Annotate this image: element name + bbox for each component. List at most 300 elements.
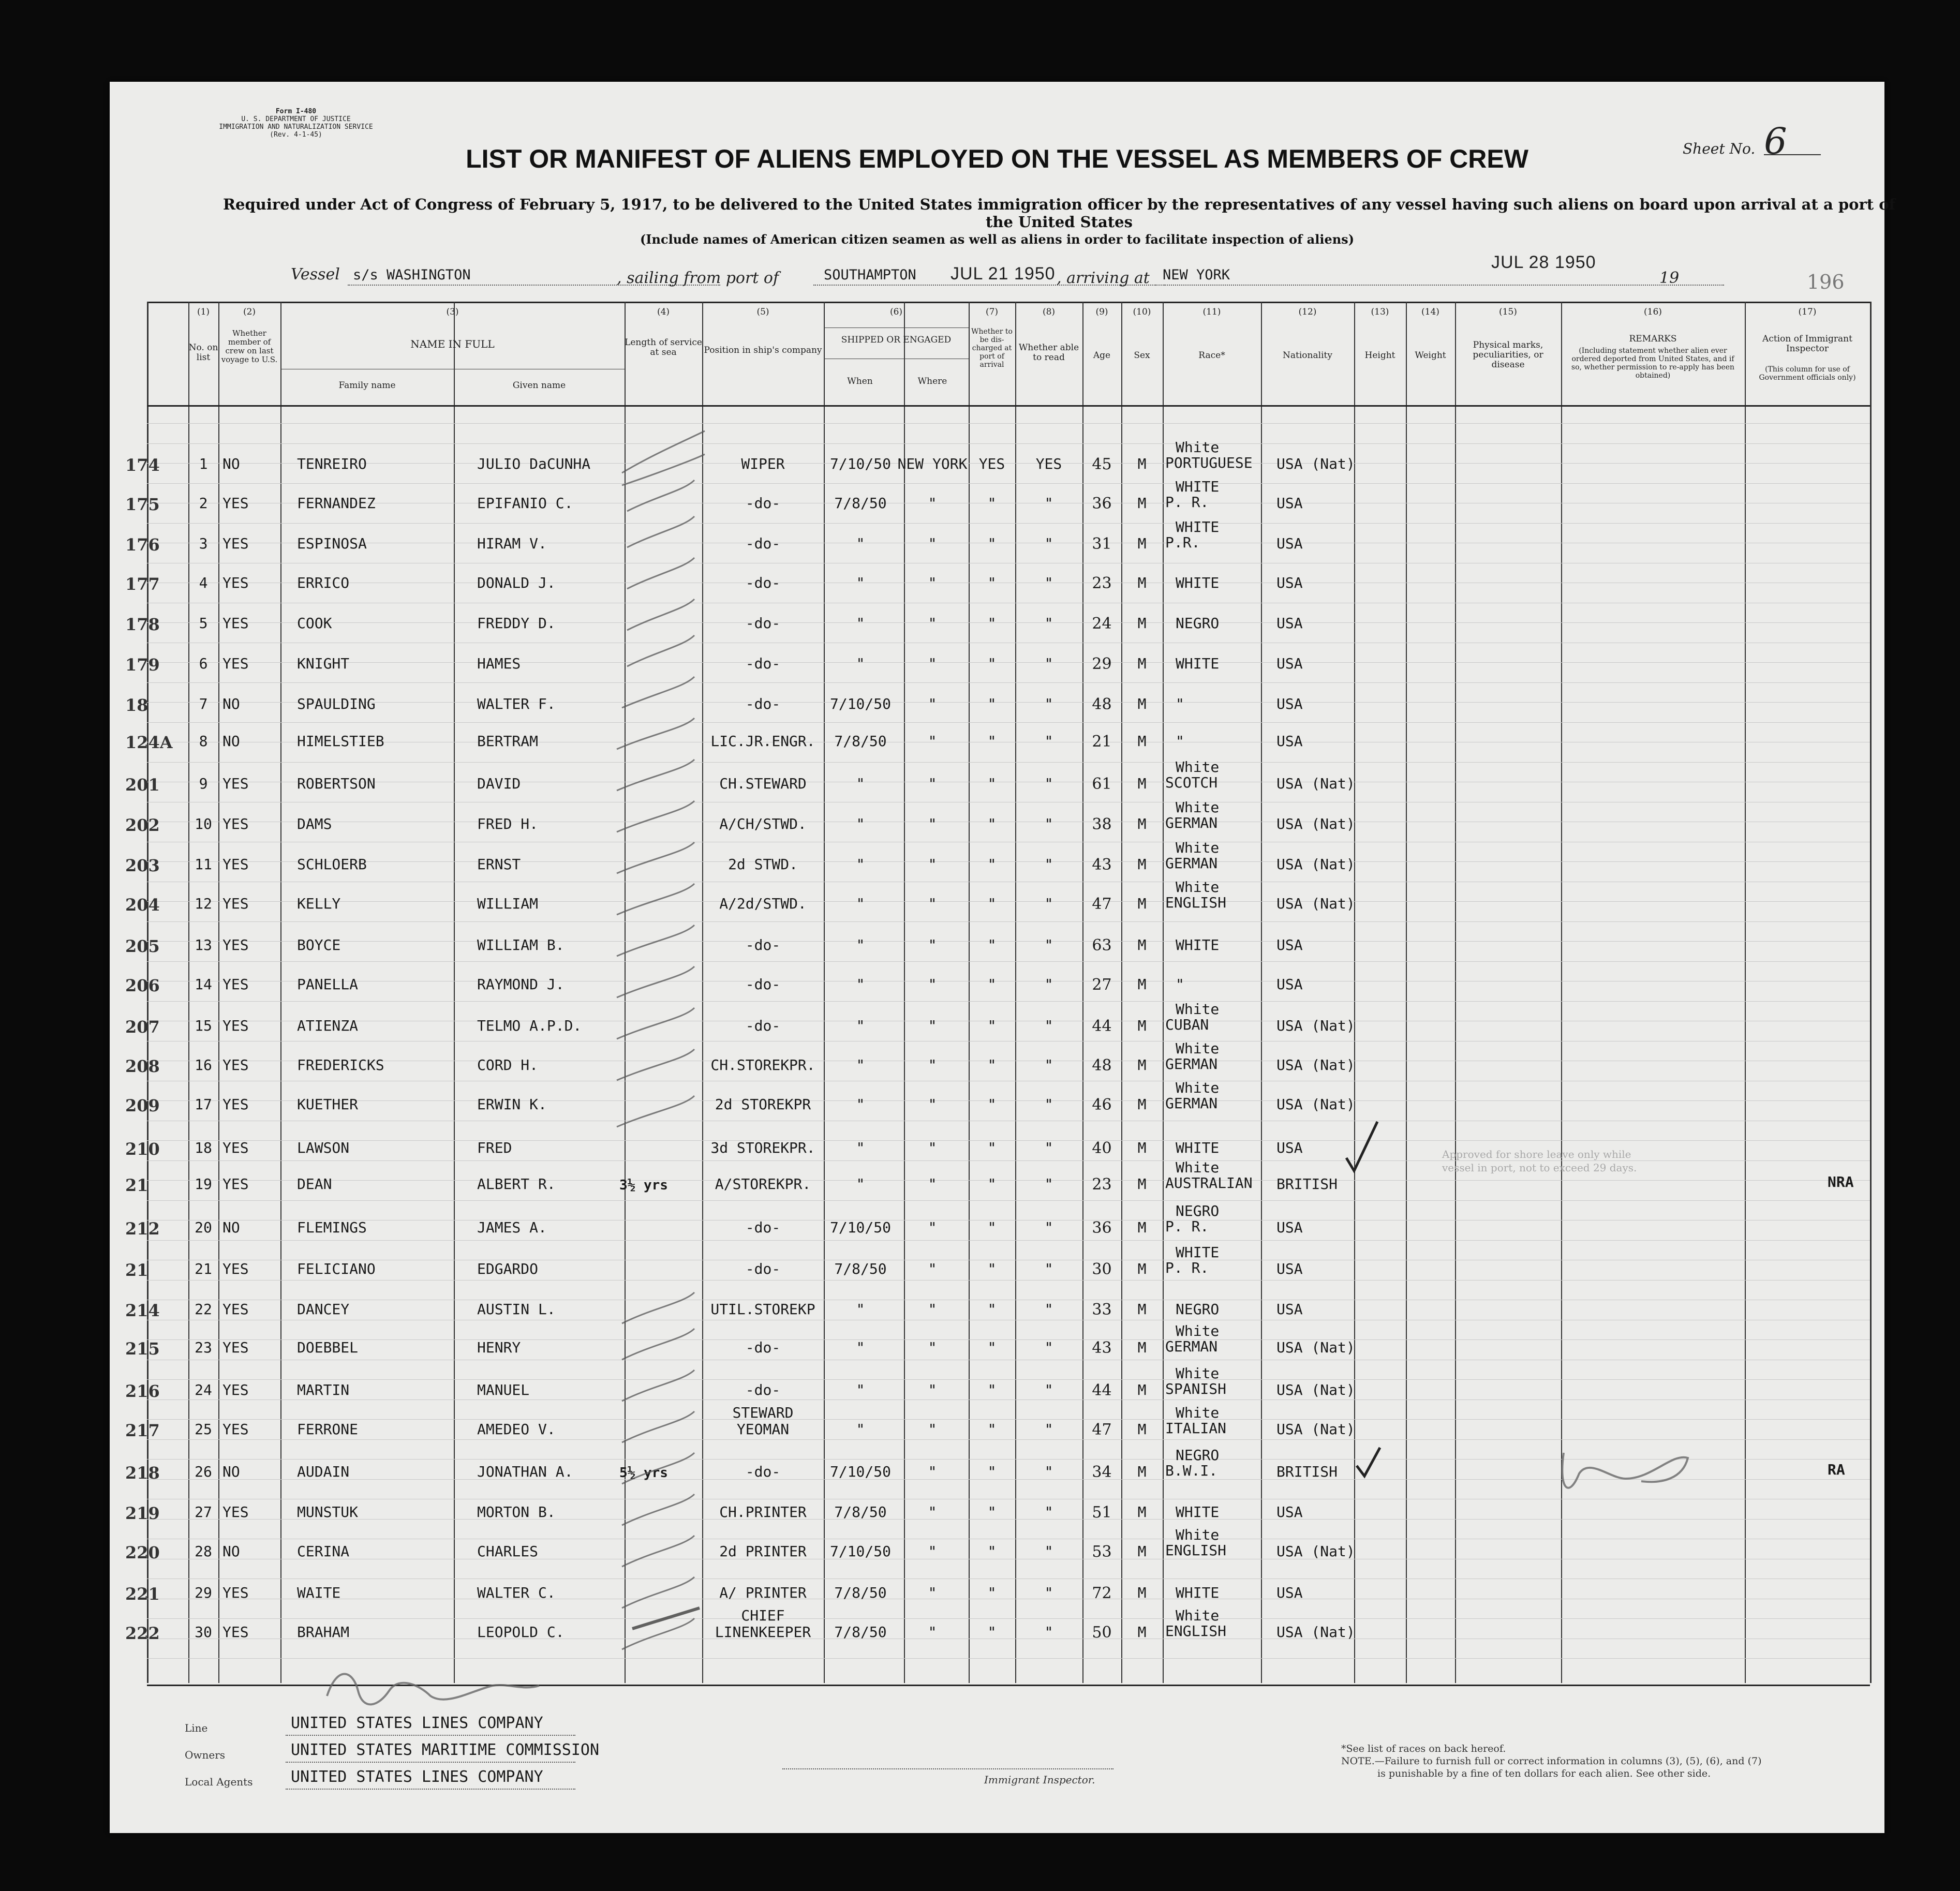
- row-ref-number: 216: [125, 1381, 160, 1401]
- row-when: ": [856, 1339, 865, 1356]
- row-race: ": [1176, 695, 1184, 712]
- header-action: Action of Immigrant Inspector: [1762, 334, 1852, 354]
- row-family-name: KELLY: [297, 895, 341, 912]
- row-race: WHITE: [1176, 574, 1220, 591]
- row-race-line2: GERMAN: [1165, 1338, 1218, 1355]
- row-when: ": [856, 1175, 865, 1193]
- row-member: YES: [222, 495, 249, 512]
- column-number: (11): [1202, 307, 1221, 317]
- row-family-name: KNIGHT: [297, 655, 350, 672]
- row-member: YES: [222, 1260, 249, 1277]
- row-given-name: ALBERT R.: [477, 1175, 556, 1193]
- footer-note: [1341, 1743, 1859, 1780]
- row-ref-number: 212: [125, 1219, 160, 1239]
- row-age: 48: [1092, 695, 1112, 713]
- row-race: WHITE: [1176, 936, 1220, 954]
- row-race-line1: White: [1176, 799, 1220, 816]
- row-race: WHITE: [1176, 1503, 1220, 1521]
- row-position-line: CHIEF: [741, 1607, 785, 1624]
- row-given-name: HIRAM V.: [477, 535, 547, 552]
- header-name-in-full: NAME IN FULL: [410, 338, 495, 350]
- row-race: NEGRO: [1176, 615, 1220, 632]
- row-discharged: ": [987, 695, 997, 712]
- row-when: 7/8/50: [834, 495, 887, 512]
- row-sex: M: [1137, 1503, 1147, 1521]
- row-race-line1: NEGRO: [1176, 1447, 1220, 1464]
- row-position: -do-: [745, 936, 781, 954]
- row-able-to-read: ": [1044, 1584, 1053, 1601]
- row-age: 72: [1092, 1584, 1112, 1602]
- header-remarks: REMARKS: [1629, 334, 1677, 344]
- note-fine: is punishable by a fine of ten dollars for each alien. See other side.: [1377, 1768, 1711, 1779]
- row-family-name: DAMS: [297, 815, 332, 832]
- column-number: (15): [1499, 307, 1517, 317]
- row-family-name: FLEMINGS: [297, 1219, 367, 1236]
- row-when: 7/10/50: [829, 1219, 891, 1236]
- row-when: 7/8/50: [834, 1503, 887, 1521]
- row-able-to-read: ": [1044, 775, 1053, 792]
- row-given-name: AUSTIN L.: [477, 1301, 556, 1318]
- row-family-name: SCHLOERB: [297, 856, 367, 873]
- row-given-name: ERNST: [477, 856, 521, 873]
- row-position: 2d PRINTER: [719, 1543, 807, 1560]
- row-when: 7/8/50: [834, 733, 887, 750]
- row-race: WHITE: [1176, 1139, 1220, 1156]
- row-position: CH.STEWARD: [719, 775, 807, 792]
- row-number: 30: [195, 1624, 212, 1641]
- row-family-name: FERNANDEZ: [297, 495, 376, 512]
- row-ref-number: 21: [125, 1260, 149, 1280]
- row-when: ": [856, 655, 865, 672]
- form-line: IMMIGRATION AND NATURALIZATION SERVICE: [219, 123, 373, 131]
- row-family-name: FERRONE: [297, 1421, 359, 1438]
- column-number: (1): [197, 307, 210, 317]
- row-number: 23: [195, 1339, 212, 1356]
- column-number: (13): [1371, 307, 1389, 317]
- row-where: NEW YORK: [897, 455, 968, 472]
- row-age: 23: [1092, 1175, 1112, 1194]
- row-nationality: USA (Nat): [1276, 1339, 1355, 1356]
- row-where: ": [928, 655, 937, 672]
- row-given-name: ERWIN K.: [477, 1096, 547, 1113]
- row-ref-number: 201: [125, 775, 160, 795]
- row-nationality: USA: [1276, 535, 1303, 552]
- row-given-name: JONATHAN A.: [477, 1463, 573, 1480]
- row-when: ": [856, 775, 865, 792]
- row-age: 31: [1092, 535, 1112, 553]
- row-position: A/2d/STWD.: [719, 895, 807, 912]
- row-member: YES: [222, 815, 249, 832]
- row-position: -do-: [745, 1017, 781, 1034]
- row-race: WHITE: [1176, 1584, 1220, 1601]
- header-when: When: [847, 376, 873, 386]
- column-number: (2): [243, 307, 256, 317]
- row-family-name: WAITE: [297, 1584, 341, 1601]
- row-age: 34: [1092, 1463, 1112, 1481]
- row-discharged: ": [987, 775, 997, 792]
- row-position: -do-: [745, 976, 781, 993]
- row-given-name: JULIO DaCUNHA: [477, 455, 591, 472]
- row-ref-number: 214: [125, 1301, 160, 1320]
- row-position: -do-: [745, 1381, 781, 1398]
- row-given-name: BERTRAM: [477, 733, 539, 750]
- row-discharged: ": [987, 1056, 997, 1074]
- row-family-name: MUNSTUK: [297, 1503, 359, 1521]
- row-when: ": [856, 1017, 865, 1034]
- row-sex: M: [1137, 1219, 1147, 1236]
- row-ref-number: 207: [125, 1017, 160, 1037]
- row-family-name: ERRICO: [297, 574, 350, 591]
- row-given-name: CORD H.: [477, 1056, 539, 1074]
- row-race-line1: White: [1176, 1607, 1220, 1624]
- row-discharged: YES: [978, 455, 1005, 472]
- row-position-line: LINENKEEPER: [715, 1624, 811, 1641]
- row-member: YES: [222, 1339, 249, 1356]
- row-sex: M: [1137, 856, 1147, 873]
- row-when: ": [856, 1381, 865, 1398]
- row-given-name: FRED: [477, 1139, 512, 1156]
- row-race: NEGRO: [1176, 1301, 1220, 1318]
- row-when: ": [856, 535, 865, 552]
- row-position: A/ PRINTER: [719, 1584, 807, 1601]
- row-ref-number: 206: [125, 976, 160, 995]
- row-action: RA: [1828, 1461, 1845, 1478]
- row-family-name: ESPINOSA: [297, 535, 367, 552]
- arrival-date: JUL 28 1950: [1491, 252, 1596, 272]
- row-when: 7/10/50: [829, 455, 891, 472]
- row-race-line2: SCOTCH: [1165, 774, 1218, 791]
- row-race-line1: White: [1176, 1001, 1220, 1018]
- row-age: 36: [1092, 495, 1112, 513]
- row-nationality: USA (Nat): [1276, 455, 1355, 472]
- row-able-to-read: ": [1044, 1381, 1053, 1398]
- header-physical-marks: Physical marks, peculiarities, or disease: [1473, 340, 1543, 370]
- sheet-value: 6: [1764, 128, 1821, 155]
- header-action-sub: (This column for use of Government officials only): [1759, 365, 1856, 382]
- header-given-name: Given name: [512, 380, 566, 391]
- row-position: A/STOREKPR.: [715, 1175, 811, 1193]
- row-age: 24: [1092, 615, 1112, 633]
- column-number: (4): [657, 307, 670, 317]
- line-label: Line: [185, 1722, 208, 1734]
- row-position: A/CH/STWD.: [719, 815, 807, 832]
- row-discharged: ": [987, 1301, 997, 1318]
- row-family-name: AUDAIN: [297, 1463, 350, 1480]
- row-age: 40: [1092, 1139, 1112, 1157]
- row-given-name: WILLIAM B.: [477, 936, 565, 954]
- row-when: 7/8/50: [834, 1584, 887, 1601]
- column-number: (16): [1644, 307, 1662, 317]
- row-sex: M: [1137, 655, 1147, 672]
- row-member: YES: [222, 976, 249, 993]
- row-sex: M: [1137, 1175, 1147, 1193]
- row-ref-number: 205: [125, 936, 160, 956]
- header-discharged: Whether to be dis- charged at port of arrival: [971, 327, 1013, 369]
- row-number: 12: [195, 895, 212, 912]
- row-when: ": [856, 574, 865, 591]
- row-age: 43: [1092, 1339, 1112, 1357]
- row-race-line2: ENGLISH: [1165, 1542, 1227, 1559]
- row-race-line1: WHITE: [1176, 518, 1220, 535]
- page-subtitle: Required under Act of Congress of February 5, 1917, to be delivered to the United States immigration officer by the representatives of any vessel having such aliens on board upon arrival at a port of the United States: [222, 196, 1896, 231]
- sheet-label: Sheet No.: [1683, 140, 1756, 157]
- sailing-label: , sailing from port of: [617, 269, 779, 287]
- row-race-line2: ITALIAN: [1165, 1420, 1227, 1437]
- row-family-name: KUETHER: [297, 1096, 359, 1113]
- row-given-name: HENRY: [477, 1339, 521, 1356]
- row-able-to-read: ": [1044, 976, 1053, 993]
- row-family-name: DANCEY: [297, 1301, 350, 1318]
- row-race: ": [1176, 976, 1184, 993]
- row-position: WIPER: [741, 455, 785, 472]
- row-number: 27: [195, 1503, 212, 1521]
- row-ref-number: 18: [125, 695, 149, 715]
- row-age: 23: [1092, 574, 1112, 592]
- row-given-name: FREDDY D.: [477, 615, 556, 632]
- row-discharged: ": [987, 1381, 997, 1398]
- row-member: YES: [222, 1584, 249, 1601]
- row-able-to-read: ": [1044, 1503, 1053, 1521]
- row-age: 30: [1092, 1260, 1112, 1278]
- row-nationality: USA: [1276, 615, 1303, 632]
- row-nationality: USA: [1276, 695, 1303, 712]
- row-nationality: USA: [1276, 1139, 1303, 1156]
- row-ref-number: 203: [125, 856, 160, 875]
- year-label: 19: [1659, 269, 1680, 287]
- row-member: YES: [222, 1056, 249, 1074]
- row-able-to-read: ": [1044, 535, 1053, 552]
- row-number: 11: [195, 856, 212, 873]
- row-position: -do-: [745, 535, 781, 552]
- page-title: LIST OR MANIFEST OF ALIENS EMPLOYED ON THE VESSEL AS MEMBERS OF CREW: [466, 144, 1528, 173]
- row-nationality: USA (Nat): [1276, 1624, 1355, 1641]
- row-when: 7/10/50: [829, 1463, 891, 1480]
- row-age: 44: [1092, 1017, 1112, 1035]
- row-sex: M: [1137, 976, 1147, 993]
- row-member: NO: [222, 1219, 240, 1236]
- row-race-line2: GERMAN: [1165, 855, 1218, 872]
- row-when: ": [856, 815, 865, 832]
- row-ref-number: 21: [125, 1175, 149, 1195]
- row-age: 44: [1092, 1381, 1112, 1399]
- row-ref-number: 210: [125, 1139, 160, 1159]
- row-race-line2: P. R.: [1165, 1259, 1209, 1276]
- row-family-name: COOK: [297, 615, 332, 632]
- row-race-line1: White: [1176, 439, 1220, 456]
- row-ref-number: 175: [125, 495, 160, 514]
- row-number: 13: [195, 936, 212, 954]
- row-ref-number: 176: [125, 535, 160, 555]
- header-sex: Sex: [1134, 350, 1150, 361]
- column-number: (9): [1095, 307, 1108, 317]
- row-nationality: USA (Nat): [1276, 1381, 1355, 1398]
- header-race: Race*: [1198, 350, 1225, 361]
- row-nationality: USA: [1276, 1584, 1303, 1601]
- row-race-line1: White: [1176, 839, 1220, 856]
- row-nationality: USA (Nat): [1276, 1096, 1355, 1113]
- row-where: ": [928, 1339, 937, 1356]
- header-length-of-service: Length of service at sea: [625, 337, 702, 358]
- row-race-line2: CUBAN: [1165, 1016, 1209, 1033]
- row-number: 14: [195, 976, 212, 993]
- row-sex: M: [1137, 1543, 1147, 1560]
- row-able-to-read: YES: [1035, 455, 1062, 472]
- row-sex: M: [1137, 535, 1147, 552]
- row-sex: M: [1137, 1381, 1147, 1398]
- row-discharged: ": [987, 615, 997, 632]
- row-sex: M: [1137, 495, 1147, 512]
- inspector-label: Immigrant Inspector.: [984, 1774, 1095, 1786]
- row-discharged: ": [987, 733, 997, 750]
- row-when: ": [856, 1301, 865, 1318]
- row-nationality: USA (Nat): [1276, 1543, 1355, 1560]
- row-number: 4: [199, 574, 208, 591]
- row-nationality: USA (Nat): [1276, 856, 1355, 873]
- row-when: ": [856, 1139, 865, 1156]
- row-race-line2: P.R.: [1165, 534, 1200, 551]
- row-given-name: HAMES: [477, 655, 521, 672]
- row-able-to-read: ": [1044, 856, 1053, 873]
- row-ref-number: 202: [125, 815, 160, 835]
- row-nationality: USA: [1276, 574, 1303, 591]
- row-member: YES: [222, 535, 249, 552]
- header-able-to-read: Whether able to read: [1018, 343, 1079, 363]
- page-number: 196: [1807, 271, 1845, 293]
- row-when: ": [856, 1096, 865, 1113]
- row-sex: M: [1137, 1301, 1147, 1318]
- owners-value: UNITED STATES MARITIME COMMISSION: [291, 1741, 600, 1759]
- row-sex: M: [1137, 1463, 1147, 1480]
- row-where: ": [928, 1219, 937, 1236]
- row-position: LIC.JR.ENGR.: [710, 733, 815, 750]
- row-age: 38: [1092, 815, 1112, 833]
- page-subtitle-note: (Include names of American citizen seamen as well as aliens in order to facilitate inspection of aliens): [640, 232, 1355, 247]
- row-number: 20: [195, 1219, 212, 1236]
- row-given-name: EDGARDO: [477, 1260, 539, 1277]
- row-ref-number: 219: [125, 1503, 160, 1523]
- row-nationality: BRITISH: [1276, 1175, 1338, 1193]
- arriving-label: , arriving at: [1057, 269, 1150, 287]
- row-able-to-read: ": [1044, 1624, 1053, 1641]
- row-sex: M: [1137, 1624, 1147, 1641]
- row-sex: M: [1137, 455, 1147, 472]
- row-number: 9: [199, 775, 208, 792]
- row-where: ": [928, 1421, 937, 1438]
- row-able-to-read: ": [1044, 936, 1053, 954]
- row-family-name: TENREIRO: [297, 455, 367, 472]
- row-where: ": [928, 1017, 937, 1034]
- row-able-to-read: ": [1044, 1543, 1053, 1560]
- vessel-label: Vessel: [291, 265, 340, 284]
- row-able-to-read: ": [1044, 815, 1053, 832]
- row-given-name: WILLIAM: [477, 895, 539, 912]
- row-nationality: USA (Nat): [1276, 1421, 1355, 1438]
- row-position: -do-: [745, 1260, 781, 1277]
- row-given-name: LEOPOLD C.: [477, 1624, 565, 1641]
- row-nationality: USA (Nat): [1276, 815, 1355, 832]
- row-age: 36: [1092, 1219, 1112, 1237]
- row-number: 21: [195, 1260, 212, 1277]
- row-race-line2: AUSTRALIAN: [1165, 1174, 1253, 1192]
- row-discharged: ": [987, 535, 997, 552]
- row-family-name: ROBERTSON: [297, 775, 376, 792]
- row-family-name: MARTIN: [297, 1381, 350, 1398]
- row-race-line2: GERMAN: [1165, 1095, 1218, 1112]
- row-able-to-read: ": [1044, 1017, 1053, 1034]
- column-number: (3): [446, 307, 459, 317]
- row-age: 21: [1092, 733, 1112, 751]
- column-number: (8): [1042, 307, 1056, 317]
- row-given-name: EPIFANIO C.: [477, 495, 573, 512]
- row-where: ": [928, 1096, 937, 1113]
- row-sex: M: [1137, 1260, 1147, 1277]
- note-failure: NOTE.—Failure to furnish full or correct information in columns (3), (5), (6), and (7): [1341, 1755, 1762, 1767]
- row-when: ": [856, 895, 865, 912]
- row-sex: M: [1137, 936, 1147, 954]
- row-where: ": [928, 1139, 937, 1156]
- row-ref-number: 124A: [125, 733, 173, 752]
- header-remarks-sub: (Including statement whether alien ever ordered deported from United States, and if so, whether permission to re-apply has been obtained): [1571, 347, 1735, 380]
- row-sex: M: [1137, 574, 1147, 591]
- row-where: ": [928, 733, 937, 750]
- row-able-to-read: ": [1044, 615, 1053, 632]
- row-position: -do-: [745, 1463, 781, 1480]
- row-given-name: RAYMOND J.: [477, 976, 565, 993]
- row-where: ": [928, 1584, 937, 1601]
- row-race-line2: ENGLISH: [1165, 1622, 1227, 1640]
- sailing-port: SOUTHAMPTON: [824, 267, 916, 283]
- row-sex: M: [1137, 1096, 1147, 1113]
- row-discharged: ": [987, 1096, 997, 1113]
- row-race-line1: White: [1176, 1526, 1220, 1543]
- row-nationality: USA: [1276, 1219, 1303, 1236]
- row-ref-number: 215: [125, 1339, 160, 1359]
- row-able-to-read: ": [1044, 655, 1053, 672]
- row-given-name: DONALD J.: [477, 574, 556, 591]
- row-number: 5: [199, 615, 208, 632]
- row-sex: M: [1137, 1056, 1147, 1074]
- row-where: ": [928, 495, 937, 512]
- row-discharged: ": [987, 574, 997, 591]
- row-when: 7/8/50: [834, 1624, 887, 1641]
- row-discharged: ": [987, 1017, 997, 1034]
- row-ref-number: 177: [125, 574, 160, 594]
- row-able-to-read: ": [1044, 1260, 1053, 1277]
- row-ref-number: 218: [125, 1463, 160, 1483]
- row-discharged: ": [987, 1463, 997, 1480]
- row-age: 51: [1092, 1503, 1112, 1522]
- row-when: ": [856, 936, 865, 954]
- row-where: ": [928, 1503, 937, 1521]
- row-sex: M: [1137, 1584, 1147, 1601]
- row-when: ": [856, 1421, 865, 1438]
- row-age: 29: [1092, 655, 1112, 673]
- row-race-line2: P. R.: [1165, 1218, 1209, 1235]
- column-number: (5): [756, 307, 769, 317]
- column-number: (17): [1798, 307, 1817, 317]
- row-where: ": [928, 856, 937, 873]
- row-ref-number: 204: [125, 895, 160, 915]
- row-able-to-read: ": [1044, 895, 1053, 912]
- header-no-on-list: No. on list: [188, 343, 218, 363]
- row-when: 7/10/50: [829, 1543, 891, 1560]
- row-nationality: USA (Nat): [1276, 1056, 1355, 1074]
- row-where: ": [928, 1381, 937, 1398]
- header-where: Where: [917, 376, 947, 386]
- row-position: -do-: [745, 695, 781, 712]
- row-race-line1: WHITE: [1176, 478, 1220, 495]
- row-number: 29: [195, 1584, 212, 1601]
